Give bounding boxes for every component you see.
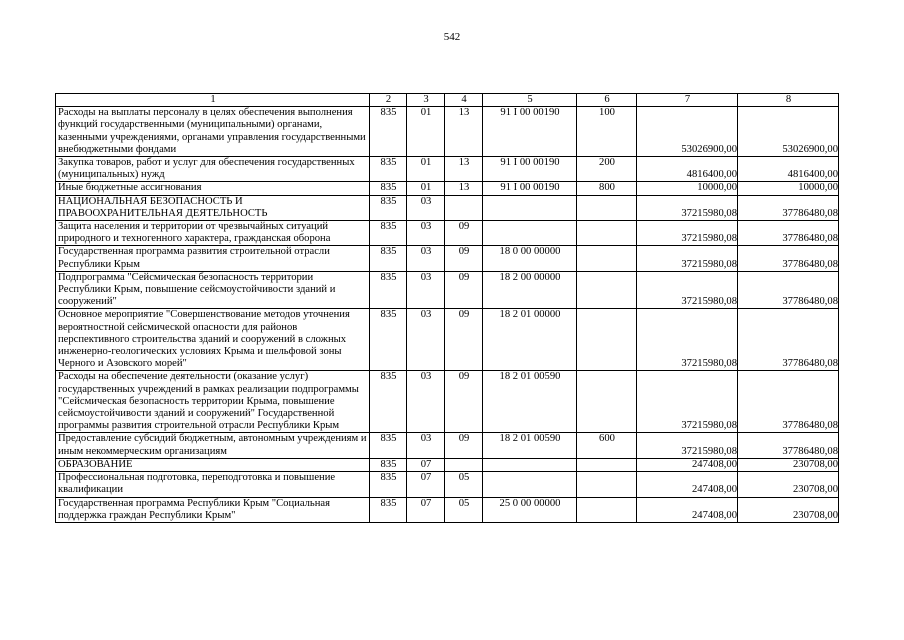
expense-type-cell	[577, 458, 637, 471]
section-code-cell: 07	[407, 497, 445, 522]
grbs-code-cell: 835	[370, 458, 407, 471]
amount-cell-2: 230708,00	[738, 497, 839, 522]
amount-cell-1: 37215980,08	[637, 195, 738, 220]
amount-cell-2: 37786480,08	[738, 271, 839, 309]
expense-type-cell	[577, 309, 637, 371]
target-article-cell: 18 2 01 00590	[483, 433, 577, 458]
grbs-code-cell: 835	[370, 472, 407, 497]
expense-type-cell	[577, 221, 637, 246]
subsection-code-cell: 09	[445, 271, 483, 309]
row-name-cell: Основное мероприятие "Совершенствование методов уточнения вероятностной сейсмической опасности для районов перспективного строительства зданий и сооружений в сложных инженерно-геологических условиях Крыма и шельфовой зоны Черного и Азовского морей"	[56, 309, 370, 371]
grbs-code-cell: 835	[370, 309, 407, 371]
header-cell: 6	[577, 94, 637, 107]
row-name-cell: Иные бюджетные ассигнования	[56, 182, 370, 195]
amount-cell-1: 37215980,08	[637, 433, 738, 458]
row-name-cell: Государственная программа Республики Крым "Социальная поддержка граждан Республики Крым"	[56, 497, 370, 522]
section-code-cell: 03	[407, 309, 445, 371]
table-row	[56, 195, 839, 220]
section-code-cell: 07	[407, 472, 445, 497]
page-number: 542	[443, 31, 461, 43]
amount-cell-1: 247408,00	[637, 458, 738, 471]
subsection-code-cell: 13	[445, 157, 483, 182]
amount-cell-1: 37215980,08	[637, 371, 738, 433]
header-cell: 1	[56, 94, 370, 107]
expense-type-cell	[577, 246, 637, 271]
grbs-code-cell: 835	[370, 157, 407, 182]
target-article-cell: 18 2 00 00000	[483, 271, 577, 309]
expense-type-cell	[577, 271, 637, 309]
amount-cell-1: 53026900,00	[637, 107, 738, 157]
table-row	[56, 371, 839, 433]
row-name-cell: Защита населения и территории от чрезвычайных ситуаций природного и техногенного характера, гражданская оборона	[56, 221, 370, 246]
section-code-cell: 03	[407, 271, 445, 309]
section-code-cell: 03	[407, 371, 445, 433]
row-name-cell: Подпрограмма "Сейсмическая безопасность территории Республики Крым, повышение сейсмоустойчивости зданий и сооружений"	[56, 271, 370, 309]
expense-type-cell: 200	[577, 157, 637, 182]
target-article-cell: 18 0 00 00000	[483, 246, 577, 271]
subsection-code-cell: 13	[445, 107, 483, 157]
amount-cell-2: 4816400,00	[738, 157, 839, 182]
grbs-code-cell: 835	[370, 433, 407, 458]
grbs-code-cell: 835	[370, 371, 407, 433]
amount-cell-1: 37215980,08	[637, 309, 738, 371]
subsection-code-cell: 09	[445, 221, 483, 246]
expense-type-cell	[577, 497, 637, 522]
target-article-cell	[483, 458, 577, 471]
grbs-code-cell: 835	[370, 107, 407, 157]
target-article-cell: 18 2 01 00590	[483, 371, 577, 433]
target-article-cell	[483, 221, 577, 246]
amount-cell-1: 37215980,08	[637, 246, 738, 271]
subsection-code-cell: 05	[445, 472, 483, 497]
row-name-cell: Расходы на выплаты персоналу в целях обеспечения выполнения функций государственными (муниципальными) органами, казенными учреждениями, органами управления государственными внебюджетными фондами	[56, 107, 370, 157]
row-name-cell: ОБРАЗОВАНИЕ	[56, 458, 370, 471]
amount-cell-1: 4816400,00	[637, 157, 738, 182]
expense-type-cell: 100	[577, 107, 637, 157]
expense-type-cell	[577, 472, 637, 497]
subsection-code-cell: 05	[445, 497, 483, 522]
grbs-code-cell: 835	[370, 221, 407, 246]
amount-cell-2: 37786480,08	[738, 309, 839, 371]
amount-cell-2: 230708,00	[738, 458, 839, 471]
amount-cell-2: 230708,00	[738, 472, 839, 497]
section-code-cell: 01	[407, 157, 445, 182]
row-name-cell: Предоставление субсидий бюджетным, автономным учреждениям и иным некоммерческим организациям	[56, 433, 370, 458]
amount-cell-2: 53026900,00	[738, 107, 839, 157]
header-cell: 3	[407, 94, 445, 107]
amount-cell-1: 37215980,08	[637, 271, 738, 309]
table-row	[56, 157, 839, 182]
subsection-code-cell: 09	[445, 433, 483, 458]
amount-cell-2: 37786480,08	[738, 433, 839, 458]
row-name-cell: Расходы на обеспечение деятельности (оказание услуг) государственных учреждений в рамках реализации подпрограммы "Сейсмическая безопасность территории Крыма, повышение сейсмоустойчивости зданий и сооружений" Государственной программы развития строительной отрасли Республики Крым	[56, 371, 370, 433]
table-row	[56, 271, 839, 309]
grbs-code-cell: 835	[370, 497, 407, 522]
section-code-cell: 01	[407, 107, 445, 157]
table-row	[56, 497, 839, 522]
header-cell: 7	[637, 94, 738, 107]
header-cell: 8	[738, 94, 839, 107]
budget-table	[55, 93, 839, 523]
amount-cell-2: 10000,00	[738, 182, 839, 195]
header-cell: 5	[483, 94, 577, 107]
table-row	[56, 246, 839, 271]
amount-cell-1: 10000,00	[637, 182, 738, 195]
target-article-cell: 18 2 01 00000	[483, 309, 577, 371]
section-code-cell: 03	[407, 246, 445, 271]
table-row	[56, 472, 839, 497]
table-row	[56, 221, 839, 246]
amount-cell-1: 247408,00	[637, 472, 738, 497]
section-code-cell: 03	[407, 221, 445, 246]
section-code-cell: 01	[407, 182, 445, 195]
amount-cell-2: 37786480,08	[738, 371, 839, 433]
subsection-code-cell	[445, 458, 483, 471]
target-article-cell	[483, 195, 577, 220]
subsection-code-cell: 13	[445, 182, 483, 195]
row-name-cell: Профессиональная подготовка, переподготовка и повышение квалификации	[56, 472, 370, 497]
row-name-cell: Государственная программа развития строительной отрасли Республики Крым	[56, 246, 370, 271]
table-row	[56, 458, 839, 471]
target-article-cell: 91 I 00 00190	[483, 107, 577, 157]
grbs-code-cell: 835	[370, 246, 407, 271]
row-name-cell: НАЦИОНАЛЬНАЯ БЕЗОПАСНОСТЬ И ПРАВООХРАНИТЕЛЬНАЯ ДЕЯТЕЛЬНОСТЬ	[56, 195, 370, 220]
row-name-cell: Закупка товаров, работ и услуг для обеспечения государственных (муниципальных) нужд	[56, 157, 370, 182]
subsection-code-cell: 09	[445, 371, 483, 433]
target-article-cell	[483, 472, 577, 497]
header-cell: 4	[445, 94, 483, 107]
target-article-cell: 25 0 00 00000	[483, 497, 577, 522]
target-article-cell: 91 I 00 00190	[483, 182, 577, 195]
subsection-code-cell: 09	[445, 246, 483, 271]
target-article-cell: 91 I 00 00190	[483, 157, 577, 182]
expense-type-cell	[577, 195, 637, 220]
expense-type-cell: 600	[577, 433, 637, 458]
amount-cell-1: 247408,00	[637, 497, 738, 522]
table-row	[56, 182, 839, 195]
expense-type-cell: 800	[577, 182, 637, 195]
table-header-row	[56, 94, 839, 107]
grbs-code-cell: 835	[370, 271, 407, 309]
section-code-cell: 07	[407, 458, 445, 471]
subsection-code-cell: 09	[445, 309, 483, 371]
subsection-code-cell	[445, 195, 483, 220]
section-code-cell: 03	[407, 195, 445, 220]
grbs-code-cell: 835	[370, 182, 407, 195]
amount-cell-2: 37786480,08	[738, 246, 839, 271]
table-row	[56, 309, 839, 371]
expense-type-cell	[577, 371, 637, 433]
amount-cell-1: 37215980,08	[637, 221, 738, 246]
header-cell: 2	[370, 94, 407, 107]
section-code-cell: 03	[407, 433, 445, 458]
grbs-code-cell: 835	[370, 195, 407, 220]
table-row	[56, 107, 839, 157]
amount-cell-2: 37786480,08	[738, 221, 839, 246]
amount-cell-2: 37786480,08	[738, 195, 839, 220]
table-row	[56, 433, 839, 458]
